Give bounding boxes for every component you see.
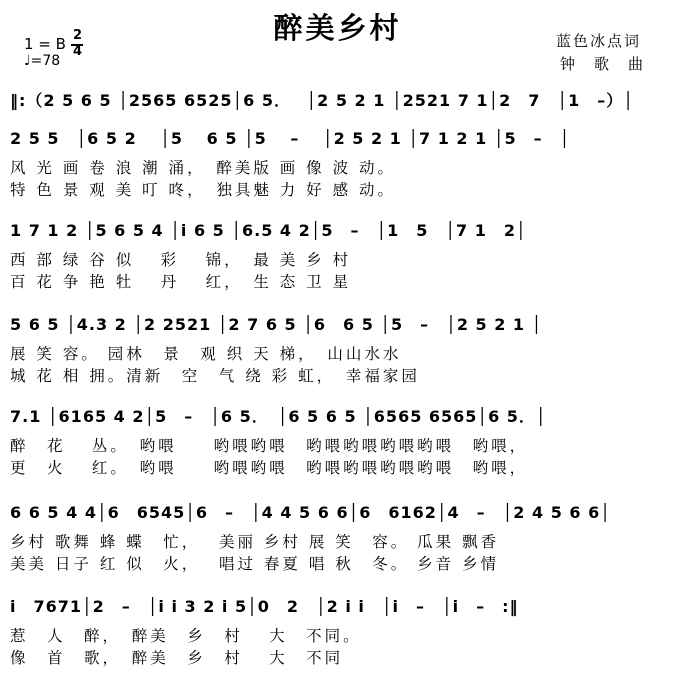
score-system-3 xyxy=(10,210,660,292)
lyric-verse-2: 像 首 歌， 醉美 乡 村 大 不同 xyxy=(10,649,344,667)
score-system-2 xyxy=(10,118,660,200)
notation-line: ‖:（2 5 6 5 │2565 6525│6 5． │2 5 2 1 │2521 7 1│2 7 │1 –）│ xyxy=(10,91,634,110)
lyric-verse-1: 惹 人 醉， 醉美 乡 村 大 不同。 xyxy=(10,627,362,645)
notation-line: 2 5 5 │6 5 2 │5 6 5 │5 – │2 5 2 1 │7 1 2 1 │5 – │ xyxy=(10,129,571,148)
lyric-verse-1: 西 部 绿 谷 似 彩 锦， 最 美 乡 村 xyxy=(10,251,352,269)
notation-line: 7.1 │6165 4 2│5 – │6 5． │6 5 6 5 │6565 6565│6 5．│ xyxy=(10,407,547,426)
lyric-verse-1: 展 笑 容。 园林 景 观 织 天 梯， 山山水水 xyxy=(10,345,402,363)
score-system-4 xyxy=(10,304,660,386)
notation-line: i 7671│2 – │i i 3 2 i 5│0 2 │2 i i │i – │i – :‖ xyxy=(10,597,519,616)
lyric-verse-2: 城 花 相 拥。清新 空 气 绕 彩 虹， 幸福家园 xyxy=(10,367,420,385)
time-signature-bottom: 4 xyxy=(73,44,83,59)
lyricist-credit: 蓝色冰点词 xyxy=(556,32,642,50)
notation-line: 5 6 5 │4.3 2 │2 2521 │2 7 6 5 │6 6 5 │5 – │2 5 2 1 │ xyxy=(10,315,543,334)
score-system-7 xyxy=(10,586,660,676)
lyric-verse-2: 特 色 景 观 美 叮 咚， 独具魅 力 好 感 动。 xyxy=(10,181,397,199)
song-title: 醉美乡村 xyxy=(273,11,402,45)
tempo-marking: ♩=78 xyxy=(24,53,61,69)
lyric-verse-2: 百 花 争 艳 牡 丹 红， 生 态 卫 星 xyxy=(10,273,352,291)
notation-line: 1 7 1 2 │5 6 5 4 │i 6 5 │6.5 4 2│5 – │1 5 │7 1 2│ xyxy=(10,221,527,240)
key-signature: 1 = B xyxy=(24,35,66,53)
score-system-6 xyxy=(10,492,660,574)
lyric-verse-2: 更 火 红。 哟喂 哟喂哟喂 哟喂哟喂哟喂哟喂 哟喂， xyxy=(10,459,529,477)
time-signature-top: 2 xyxy=(73,28,83,43)
lyric-verse-2: 美美 日子 红 似 火， 唱过 春夏 唱 秋 冬。 乡音 乡情 xyxy=(10,555,500,573)
score-system-5 xyxy=(10,396,660,478)
lyric-verse-1: 乡村 歌舞 蜂 蝶 忙， 美丽 乡村 展 笑 容。 瓜果 飘香 xyxy=(10,533,500,551)
composer-credit: 钟 歌 曲 xyxy=(560,55,646,73)
lyric-verse-1: 风 光 画 卷 浪 潮 涌， 醉美版 画 像 波 动。 xyxy=(10,159,397,177)
notation-line: 6 6 5 4 4│6 6545│6 – │4 4 5 6 6│6 6162│4 – │2 4 5 6 6│ xyxy=(10,503,611,522)
lyric-verse-1: 醉 花 丛。 哟喂 哟喂哟喂 哟喂哟喂哟喂哟喂 哟喂， xyxy=(10,437,529,455)
